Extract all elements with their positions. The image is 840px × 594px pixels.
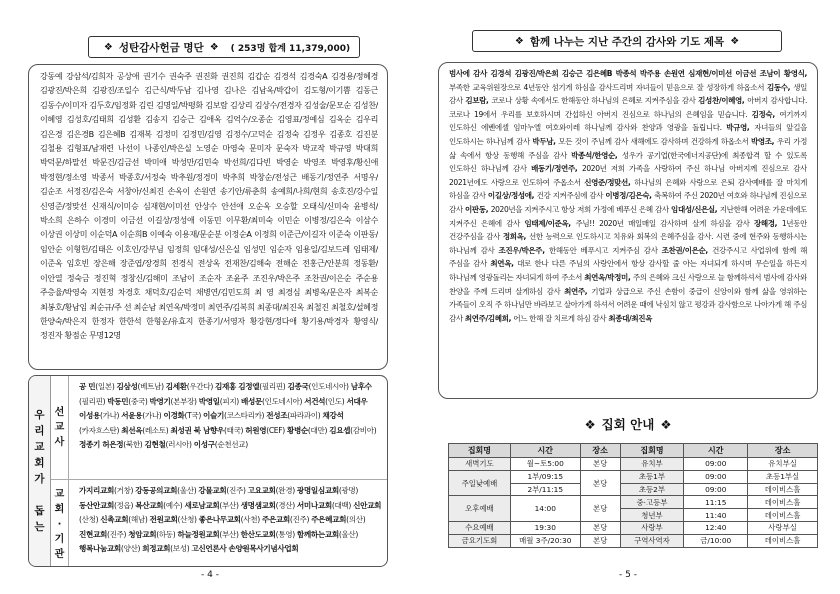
vertical-char: 는	[34, 521, 45, 533]
missionaries-section	[51, 376, 388, 480]
col-header: 시간	[684, 444, 748, 458]
list-item-place: (보성)	[170, 544, 190, 554]
table-cell: 유치부실	[748, 458, 818, 471]
list-item-name: 최선옥	[121, 425, 143, 435]
list-item-place: (정읍)	[113, 500, 134, 510]
diamond-bullet-icon: ❖	[584, 416, 596, 432]
thanks-text-run: 우리 가정 삶 속에서 항상 동행해 주심을 감사	[449, 136, 807, 160]
list-item-name: 김재홍 김정엘	[215, 382, 260, 391]
list-item-name: 전원교회	[149, 515, 178, 525]
thanks-text-run: 아버지 감사합니다. 코로나 19에서 우리를 보호하시며 간섭하신 아버지 진심으로 하나님의 은혜임을 믿습니다.	[449, 96, 807, 119]
thanks-name: 박종석/한영순,	[571, 150, 622, 160]
table-cell: 금/10:00	[684, 534, 748, 547]
table-cell: 구역사역자	[620, 534, 684, 547]
table-cell: 12:40	[684, 521, 748, 534]
vertical-char: ·	[57, 518, 62, 530]
list-item-name: 가지리교회	[79, 486, 114, 495]
vertical-char	[38, 487, 42, 503]
table-cell: 09:00	[684, 458, 748, 471]
col-header: 장소	[748, 444, 818, 458]
list-item-place: (파라과이)	[287, 411, 321, 421]
table-cell: 초등2부	[620, 483, 684, 496]
list-item-name: 서대우 이성용	[79, 396, 368, 421]
list-item-place: (중국)	[128, 396, 148, 406]
list-item-name: 배성문	[241, 396, 262, 406]
vertical-char: 리	[34, 425, 45, 437]
table-cell: 1부/09:15	[510, 470, 580, 483]
list-item-name: 김세환	[165, 382, 187, 391]
diamond-bullet-icon: ❖	[209, 41, 219, 53]
vertical-char: 돕	[34, 505, 45, 517]
vertical-char: 기	[54, 533, 65, 545]
list-item-name: 신안교회	[353, 500, 382, 510]
list-item-place: (필리핀)	[259, 382, 286, 391]
thanks-name: 최연주,	[564, 286, 592, 296]
list-item-place: (러시아)	[165, 440, 192, 450]
list-item-name: 박동민	[107, 396, 129, 406]
list-item-name: 새로남교회	[184, 500, 220, 510]
table-cell: 09:00	[684, 483, 748, 496]
schedule-title-box	[550, 412, 706, 436]
list-item-name: 전성조	[266, 411, 288, 421]
churches-section	[51, 480, 388, 567]
offering-title: 성탄감사헌금 명단	[118, 41, 204, 54]
list-item-place: (대만)	[307, 425, 328, 435]
list-item-name: 허원영	[245, 425, 267, 435]
list-item-name: 김현철	[144, 440, 166, 450]
table-cell: 11:15	[684, 496, 748, 509]
list-item-place: (의산)	[346, 515, 366, 525]
list-item-place: (레소토)	[142, 425, 169, 435]
churches-label	[51, 480, 69, 567]
thanks-text-run: 선한 능력으로 인도하시고 치유와 회복의 은혜주심을 감사. 시련 중에 현주와 동행하시는 하나님께 감사	[449, 232, 807, 255]
list-item-place: (감비아)	[350, 425, 377, 435]
thanks-text-run: 지난한해 어려운 가운데에도 지켜주신 은혜에 감사	[449, 204, 807, 228]
table-cell: 데이비스홀	[748, 534, 818, 547]
table-cell: 주일낮예배	[449, 470, 511, 496]
thanks-name: 정희옥,	[502, 232, 529, 242]
schedule-header-row	[449, 444, 818, 458]
col-header: 집회명	[449, 444, 511, 458]
list-item-place: (울산)	[177, 486, 197, 495]
table-cell: 09:00	[684, 470, 748, 483]
list-item-name: 박영일	[198, 396, 220, 406]
thanks-text-run: 코로나 상황 속에서도 한해동안 하나님의 은혜로 지켜주심을 감사	[491, 96, 699, 106]
table-cell: 데이비스홀	[748, 509, 818, 522]
thanks-name: 박영조,	[750, 136, 777, 146]
thanks-name: 배동기/정연주,	[531, 164, 582, 174]
list-item-place: (인도)	[325, 396, 345, 406]
list-item-place: (하동)	[156, 529, 176, 539]
list-item-place: (통영)	[275, 529, 295, 539]
list-item-name: 강물교회	[198, 486, 227, 495]
col-header: 장소	[580, 444, 620, 458]
thanks-name: 박규영,	[726, 123, 755, 133]
list-item-name: 주은교회	[261, 515, 290, 525]
table-cell: 청년부	[620, 509, 684, 522]
list-item-place: (산청)	[79, 515, 99, 525]
vertical-char: 교	[54, 488, 65, 500]
list-item-name: 신촉교회	[100, 515, 129, 525]
table-cell: 유치부	[620, 458, 684, 471]
thanks-name: 장해경,	[753, 218, 782, 228]
table-cell: 본당	[580, 496, 620, 522]
list-item-place: (태국)	[223, 425, 244, 435]
thanks-text-run: 1년동안 건강주심을 감사	[449, 218, 807, 242]
list-item-name: 광명일심교회	[296, 486, 339, 495]
thanks-text-run: 건강 지켜주심에 감사	[536, 191, 606, 201]
table-cell: 초등1부실	[748, 470, 818, 483]
table-cell: 금요기도회	[449, 534, 511, 547]
vertical-char: 관	[54, 548, 65, 560]
thanks-name: 최연주/김혜희,	[464, 313, 514, 323]
missionaries-list	[79, 380, 383, 453]
table-cell: 수요예배	[449, 521, 511, 534]
list-item-name: 생명샘교회	[240, 500, 276, 510]
vertical-char: 회	[34, 457, 45, 469]
table-cell: 11:40	[684, 509, 748, 522]
offering-title-box	[88, 36, 360, 58]
thanks-box	[438, 62, 818, 399]
list-item-place: (가나)	[99, 411, 120, 421]
list-item-name: 하늘정원교회	[177, 529, 220, 539]
thanks-name: 최종대/최진옥	[608, 313, 653, 323]
list-item-place: (코스타리카)	[224, 411, 265, 421]
donor-names: 강동예 강삼석/김희자 공상애 권기수 권숙주 권진화 권진희 김갑순 김경석 김경숙A 김경용/정혜경 김광진/박은희 김광진/조일수 김근식/박두남 김나영 김나은 김남옥/박갑이 김도형/이기쁨 김동근 김동수/이미자 김두호/임정화 김린 김명일/박평화 김보람 김상리 김상수/전경자 김성술/문모순 김성찬/이혜영 김성호/김태희 김성환 김송지 김승근 김애옥 김억수/오종순 김영표/정예심 김옥순 김우리 김은경 김은경B 김은혜B 김재복 김정미 김정민/김영 김정수/고덕순 김정숙 김정우 김종호 김진분 김철용 김형표/남재련 나선이 나종인/박은실 노영순 마영숙 문미자 문숙자 박교작 박규영 박대희 박덕문/하말선 박문건/김금선 박미애 박성만/김민숙 박선희/김다빈 박영순 박영조 박영후/황신애 박정현/정소영 박종서 박종호/서정숙 박추원/정경미 박추희 박창순/전성근 배동기/정연주 서명우/김순조 서정진/김은숙 서창아/신최진 손옥이 손원연 송기안/류춘희 송예희/나희/현희 송호진/강수일 신영준/정맞선 신재식/이미승 심재현/이미선 안상수 안선애 오순옥 오승할 오태식/신미숙 윤병석/박소희 은하수 이경미 이금선 이길상/정성애 이동민 이무환/최미숙 이민순 이병정/김은숙 이삼수 이상권 이상미 이순덕A 이순희B 이예숙 이용재/문순분 이정순A 이정희 이준근/이길자 이준숙 이판동/임안순 이형헌/김태은 이호인/강부님 임정희 임대성/신은실 임성민 임순자 임용일/김보드레 임태제/이준옥 임호빈 장은해 장준엽/장경희 전경식 전상옥 전재찬/김해숙 전해순 전홍근/안분희 정동환/이안열 정숙금 정진혁 정창신/김해미 조남이 조순자 조윤주 조진우/박은주 조찬권/이은순 주순용 주층율/박영숙 지현정 차경호 채덕호/김순덕 채병연/김민도희 최 영 최경심 최병옥/문은자 최복순 최봉호/황남임 최순규/주 선 최순남 최연옥/박정미 최연주/김복희 최종대/최진옥 최철진 최철호/설혜정 한양숙/박은지 한정자 한한석 한형운/유효지 한종기/서영자 황강현/정다애 황기용/박경자 황영식/정진자 황점순 무명12명	[40, 72, 378, 341]
thanks-name: 김보람,	[465, 96, 492, 106]
thanks-text-run: 부족한 교육위원장으로 4년동안 섬기게 하심을 감사드리며 자녀들이 믿음으로 잘 성장하게 하옵소서	[449, 82, 767, 92]
list-item-name: 황병순	[286, 425, 308, 435]
thanks-name: 최연옥/박정미,	[584, 272, 633, 282]
thanks-text-run: 대로 한나 다른 주님의 사랑안에서 항상 감사할 줄 아는 자녀되게 하시며 무슨일을 하든지 하나님께 영광돌리는 자녀되게 하여 주소서	[449, 259, 807, 282]
list-item-name: 이성구	[193, 440, 215, 450]
list-item-place: (가나)	[142, 411, 162, 421]
table-row	[449, 521, 818, 534]
thanks-text-run: 주님!! 2020년 매일매일 감사하며 살게 하심을 감사	[575, 218, 754, 228]
list-item-name: 좋은나무교회	[198, 515, 241, 525]
offering-summary: ( 253명 합계 11,379,000)	[230, 43, 351, 54]
page-number: - 4 -	[201, 570, 219, 580]
table-cell: 본당	[580, 534, 620, 547]
list-item-name: 복산교회	[135, 500, 164, 510]
thanks-name: 이판동,	[465, 204, 491, 214]
list-item-place: (사천)	[240, 515, 260, 525]
vertical-char: 교	[34, 441, 45, 453]
table-cell: 사랑부	[620, 521, 684, 534]
list-item-name: 주은혜교회	[311, 515, 347, 525]
table-cell: 19:30	[510, 521, 580, 534]
list-item-name: 정종기 허은정	[79, 440, 124, 450]
diamond-bullet-icon: ❖	[660, 416, 672, 432]
thanks-name: 박두남,	[532, 136, 559, 146]
list-item-place: (예수)	[163, 500, 183, 510]
list-item-place: (CEF)	[266, 425, 285, 435]
thanks-text-run: 건강주시고 사업위에 함께 해 주심을 감사	[449, 245, 807, 269]
list-item-place: (부산)	[219, 529, 239, 539]
thanks-name: 김정숙,	[751, 109, 780, 119]
table-cell: 14:00	[510, 496, 580, 522]
thanks-text-run: 2020년을 지켜주시고 항상 저희 가정에 베푸신 은혜 감사	[490, 204, 672, 214]
list-item-name: 고신언론사	[191, 544, 227, 554]
thanks-name: 임태제/이준옥,	[524, 218, 576, 228]
vertical-char: 회	[54, 503, 65, 515]
thanks-name: 조진우/박은주,	[498, 245, 549, 255]
thanks-name: 최연옥,	[490, 259, 518, 269]
table-cell: 데이비스홀	[748, 496, 818, 509]
table-cell: 본당	[580, 458, 620, 471]
thanks-prayer-text	[449, 67, 807, 394]
table-cell: 새벽기도	[449, 458, 511, 471]
diamond-bullet-icon: ❖	[514, 35, 524, 47]
list-item-name: 동산안교회	[79, 500, 114, 510]
list-item-name: 김요셉	[329, 425, 351, 435]
table-row	[449, 496, 818, 509]
table-cell: 오후예배	[449, 496, 511, 522]
thanks-text-run: 2020년 저희 가족을 사랑하여 주신 하나님 아버지께 진심으로 감사 2021년에도 사랑으로 인도하여 주옵소서	[449, 164, 807, 187]
thanks-text-run: 어느 한해 잘 치르게 하심 감사	[513, 313, 609, 323]
list-item-name: 진현교회	[79, 529, 107, 539]
right-page	[420, 0, 840, 594]
list-item-place: (진주)	[106, 529, 127, 539]
thanks-name: 임대성/신은실,	[671, 204, 720, 214]
list-item-name: 이경화	[163, 411, 185, 421]
thanks-title-box	[472, 30, 782, 52]
table-cell: 2부/11:15	[510, 483, 580, 496]
table-row	[449, 458, 818, 471]
list-item-place: (일본)	[95, 382, 115, 391]
thanks-text-run: 하나님의 은혜와 사랑으로 은퇴 감사예배를 잘 마치게 하심을 감사	[449, 177, 807, 201]
list-item-name: 고요교회	[247, 486, 276, 495]
table-cell: 본당	[580, 521, 620, 534]
thanks-name: 김성찬/이혜영,	[698, 96, 748, 106]
list-item-place: (부산)	[219, 500, 239, 510]
supported-missions	[28, 375, 388, 567]
list-item-name: 한산도교회	[240, 529, 276, 539]
list-item-place: (진주)	[289, 515, 310, 525]
churches-list	[79, 484, 383, 557]
list-item-name: 행복나눔교회	[79, 544, 121, 554]
table-cell: 중·고등부	[620, 496, 684, 509]
list-item-name: 김종국	[287, 382, 309, 391]
list-item-place: (대백)	[331, 500, 352, 510]
list-item-place: (산청)	[177, 515, 197, 525]
list-item-place: (광명)	[338, 486, 359, 495]
thanks-name: 이병정/김은숙,	[605, 191, 655, 201]
list-item-place: (완경)	[275, 486, 295, 495]
list-item-name: 함께하는교회	[296, 529, 339, 539]
list-item-name: 박영기	[149, 396, 171, 406]
thanks-text-run: 모든 것이 주님께 감사 새해에도 감사하며 건강하게 하옵소서	[558, 136, 751, 146]
thanks-name: 조찬권/이은순,	[661, 245, 713, 255]
diamond-bullet-icon: ❖	[730, 35, 740, 47]
list-item-name: 청암교회	[128, 529, 157, 539]
thanks-text-run: 성우가 공기업(한국에너지공단)에 최종합격 할 수 있도록 인도하신 하나님께 감사	[449, 150, 807, 174]
thanks-text-run: 생일 감사	[449, 82, 807, 106]
list-item-name: 남후수	[350, 382, 372, 391]
thanks-name: 신영준/정맞선,	[584, 177, 635, 187]
vertical-char: 가	[34, 473, 45, 485]
list-item-place: (본부장)	[170, 396, 197, 406]
table-cell: 사랑부실	[748, 521, 818, 534]
thanks-title: 함께 나누는 지난 주간의 감사와 기도 제목	[529, 35, 725, 48]
list-item-place: (해남)	[128, 515, 148, 525]
list-item-place: (베트남)	[137, 382, 164, 391]
schedule-title: 집회 안내	[601, 417, 655, 432]
list-item-place: (인도네시아)	[308, 382, 349, 391]
list-item-name: 최성권 북 남향우	[170, 425, 224, 435]
list-item-place: (피지)	[219, 396, 239, 406]
list-item-name: 이슬기	[203, 411, 225, 421]
thanks-text-run: 여기까지 인도하신 에벤에셀 임마누엘 여호와이레 하나님께 감사와 찬양과 영광을 돌립니다.	[449, 109, 807, 133]
thanks-text-run: 축복하여 주신 2020년 여호와 하나님께 진심으로 감사	[449, 191, 807, 214]
table-cell: 데이비스홀	[748, 483, 818, 496]
missionaries-label	[51, 376, 69, 479]
list-item-name: 서윤용	[121, 411, 143, 421]
list-item-name: 손양원목사기념사업회	[228, 544, 299, 554]
list-item-place: (거창)	[113, 486, 134, 495]
thanks-name: 이길상/정성애,	[487, 191, 537, 201]
table-cell: 본당	[580, 470, 620, 496]
thanks-text-run: 주의 은혜와 크신 사랑으로 늘 함께하셔서 범사에 감사와 찬양을 주께 드리며 살게하심 감사	[449, 272, 807, 296]
list-item-place: (순천선교)	[214, 440, 248, 450]
list-item-place: (경산)	[275, 500, 295, 510]
table-cell: 초등1부	[620, 470, 684, 483]
list-item-place: (우간다)	[186, 382, 213, 391]
thanks-text-run: 자녀들의 앞길을 인도하시는 하나님께 감사	[449, 123, 807, 146]
thanks-text-run: 한해동안 베푸시고 지켜주심 감사	[548, 245, 662, 255]
table-cell: 매월 3주/20:30	[510, 534, 580, 547]
list-item-place: (T국)	[184, 411, 201, 421]
list-item-name: 강동공의교회	[135, 486, 178, 495]
thanks-name: 김동수,	[766, 82, 794, 92]
vertical-char: 교	[54, 422, 65, 433]
list-item-place: (카자흐스탄)	[79, 425, 120, 435]
list-item-name: 공 민	[79, 382, 96, 391]
diamond-bullet-icon: ❖	[103, 41, 113, 53]
list-item-name: 김삼성	[116, 382, 138, 391]
vertical-char: 선	[54, 407, 65, 418]
list-item-name: 채강석	[322, 411, 344, 421]
thanks-text-run: 기업과 상급으로 주신 손함이 중급이 신앙이와 함께 삶을 영위하는 가족들이 오직 주 하나님만 바라보고 살아가게 하셔서 어려운 때에 낙심치 않고 평강과 감사함으로 나아가게 해 주심 감사	[449, 286, 807, 323]
table-row	[449, 470, 818, 483]
list-item-place: (필리핀)	[79, 396, 106, 406]
list-item-place: (울산)	[338, 529, 359, 539]
list-item-place: (진주)	[226, 486, 246, 495]
table-cell: 월~토5:00	[510, 458, 580, 471]
vertical-char: 우	[34, 409, 45, 421]
list-item-name: 희정교회	[142, 544, 171, 554]
list-item-place: (인도네시아)	[261, 396, 303, 406]
schedule-table	[448, 443, 818, 548]
list-item-name: 서미나교회	[296, 500, 332, 510]
list-item-place: (양산)	[120, 544, 141, 554]
vertical-char: 사	[54, 437, 65, 448]
list-item-name: 서건석	[304, 396, 326, 406]
missions-vertical-label	[29, 376, 51, 566]
thanks-name: 김경석 김광진/박은희 김승근 김은혜B 박종석 박주용 손원연 심재현/이미선 이금선 조남이 황영식,	[490, 69, 807, 78]
page-number: - 5 -	[619, 570, 637, 580]
col-header: 집회명	[620, 444, 684, 458]
list-item-place: (북한)	[123, 440, 143, 450]
thanks-name: 범사에 감사	[449, 69, 491, 78]
table-row	[449, 534, 818, 547]
col-header: 시간	[510, 444, 580, 458]
